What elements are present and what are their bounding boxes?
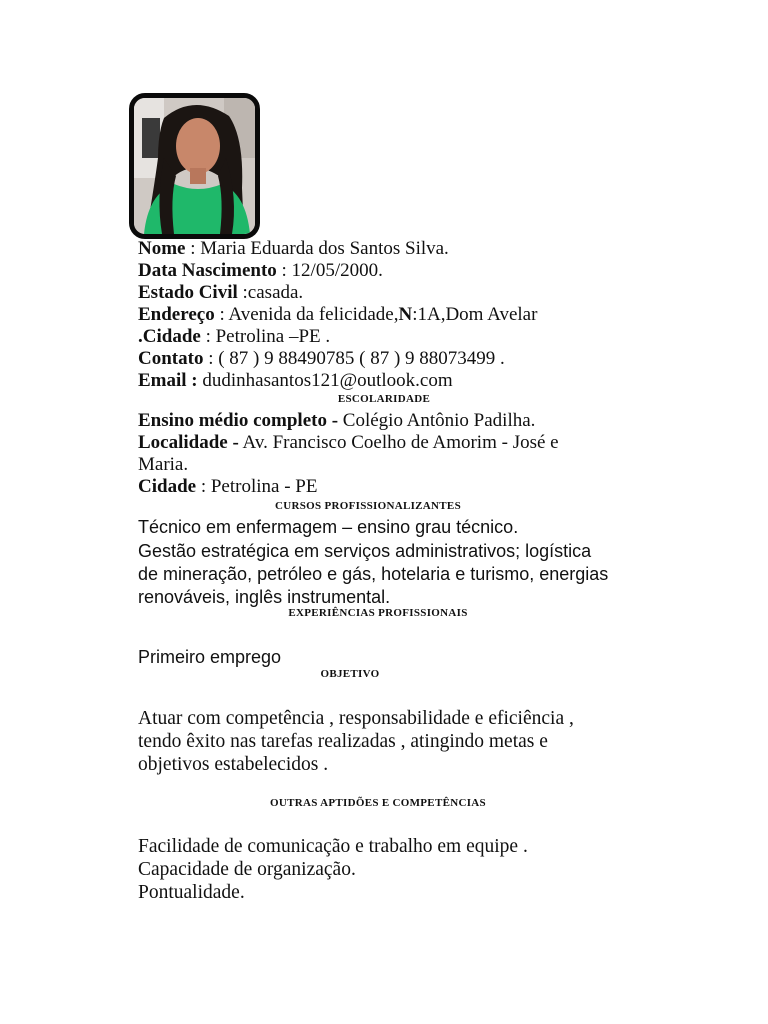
address-value: : Avenida da felicidade, [214, 304, 399, 325]
courses-heading: CURSOS PROFISSIONALIZANTES [275, 500, 461, 512]
skill-line: Facilidade de comunicação e trabalho em equipe . [138, 836, 528, 857]
experience-heading: EXPERIÊNCIAS PROFISSIONAIS [288, 607, 468, 619]
course-line: de mineração, petróleo e gás, hotelaria e turismo, energias [138, 564, 609, 584]
civil-status-value: :casada. [237, 282, 304, 303]
course-line: renováveis, inglês instrumental. [138, 587, 391, 607]
city-value: : Petrolina –PE . [200, 326, 331, 347]
city-label: .Cidade [138, 326, 201, 347]
birth-label: Data Nascimento [138, 260, 277, 281]
schooling-locality-line [138, 432, 559, 454]
schooling-city-label: Cidade [138, 476, 197, 497]
skill-line: Capacidade de organização. [138, 859, 356, 880]
profile-photo [129, 93, 260, 239]
contact-value: : ( 87 ) 9 88490785 ( 87 ) 9 88073499 . [203, 348, 505, 369]
course-line: Gestão estratégica em serviços administrativos; logística [138, 541, 592, 561]
civil-status-line [138, 282, 303, 304]
schooling-locality-label: Localidade - [138, 432, 239, 453]
schooling-heading: ESCOLARIDADE [337, 393, 431, 405]
contact-line [138, 348, 505, 370]
email-label: Email : [138, 370, 198, 391]
objective-heading: OBJETIVO [320, 668, 380, 680]
address-line [138, 304, 537, 326]
schooling-city-value: : Petrolina - PE [196, 476, 318, 497]
contact-label: Contato [138, 348, 204, 369]
schooling-level-label: Ensino médio completo - [138, 410, 339, 431]
name-value: : Maria Eduarda dos Santos Silva. [185, 238, 449, 259]
name-line [138, 238, 449, 260]
objective-line: Atuar com competência , responsabilidade e eficiência , [138, 708, 574, 729]
birth-value: : 12/05/2000. [276, 260, 383, 281]
profile-photo-illustration [134, 98, 255, 234]
name-label: Nome [138, 238, 186, 259]
schooling-locality-continuation [138, 454, 188, 476]
address-number-value: :1A,Dom Avelar [412, 304, 538, 325]
address-number-label: N [398, 304, 413, 325]
schooling-locality-value: Av. Francisco Coelho de Amorim - José e [238, 432, 559, 453]
birth-line [138, 260, 383, 282]
email-line [138, 370, 453, 392]
civil-status-label: Estado Civil [138, 282, 238, 303]
city-line [138, 326, 330, 348]
email-value: dudinhasantos121@outlook.com [197, 370, 453, 391]
schooling-level-value: Colégio Antônio Padilha. [338, 410, 536, 431]
schooling-level-line [138, 410, 535, 432]
objective-line: tendo êxito nas tarefas realizadas , atingindo metas e [138, 731, 548, 752]
schooling-locality-value-2: Maria. [138, 454, 189, 475]
skills-heading: OUTRAS APTIDÕES E COMPETÊNCIAS [270, 797, 486, 809]
skill-line: Pontualidade. [138, 882, 245, 903]
schooling-city-line [138, 476, 317, 498]
course-line: Técnico em enfermagem – ensino grau técnico. [138, 517, 519, 537]
experience-text: Primeiro emprego [138, 647, 282, 667]
objective-line: objetivos estabelecidos . [138, 754, 329, 775]
address-label: Endereço [138, 304, 215, 325]
